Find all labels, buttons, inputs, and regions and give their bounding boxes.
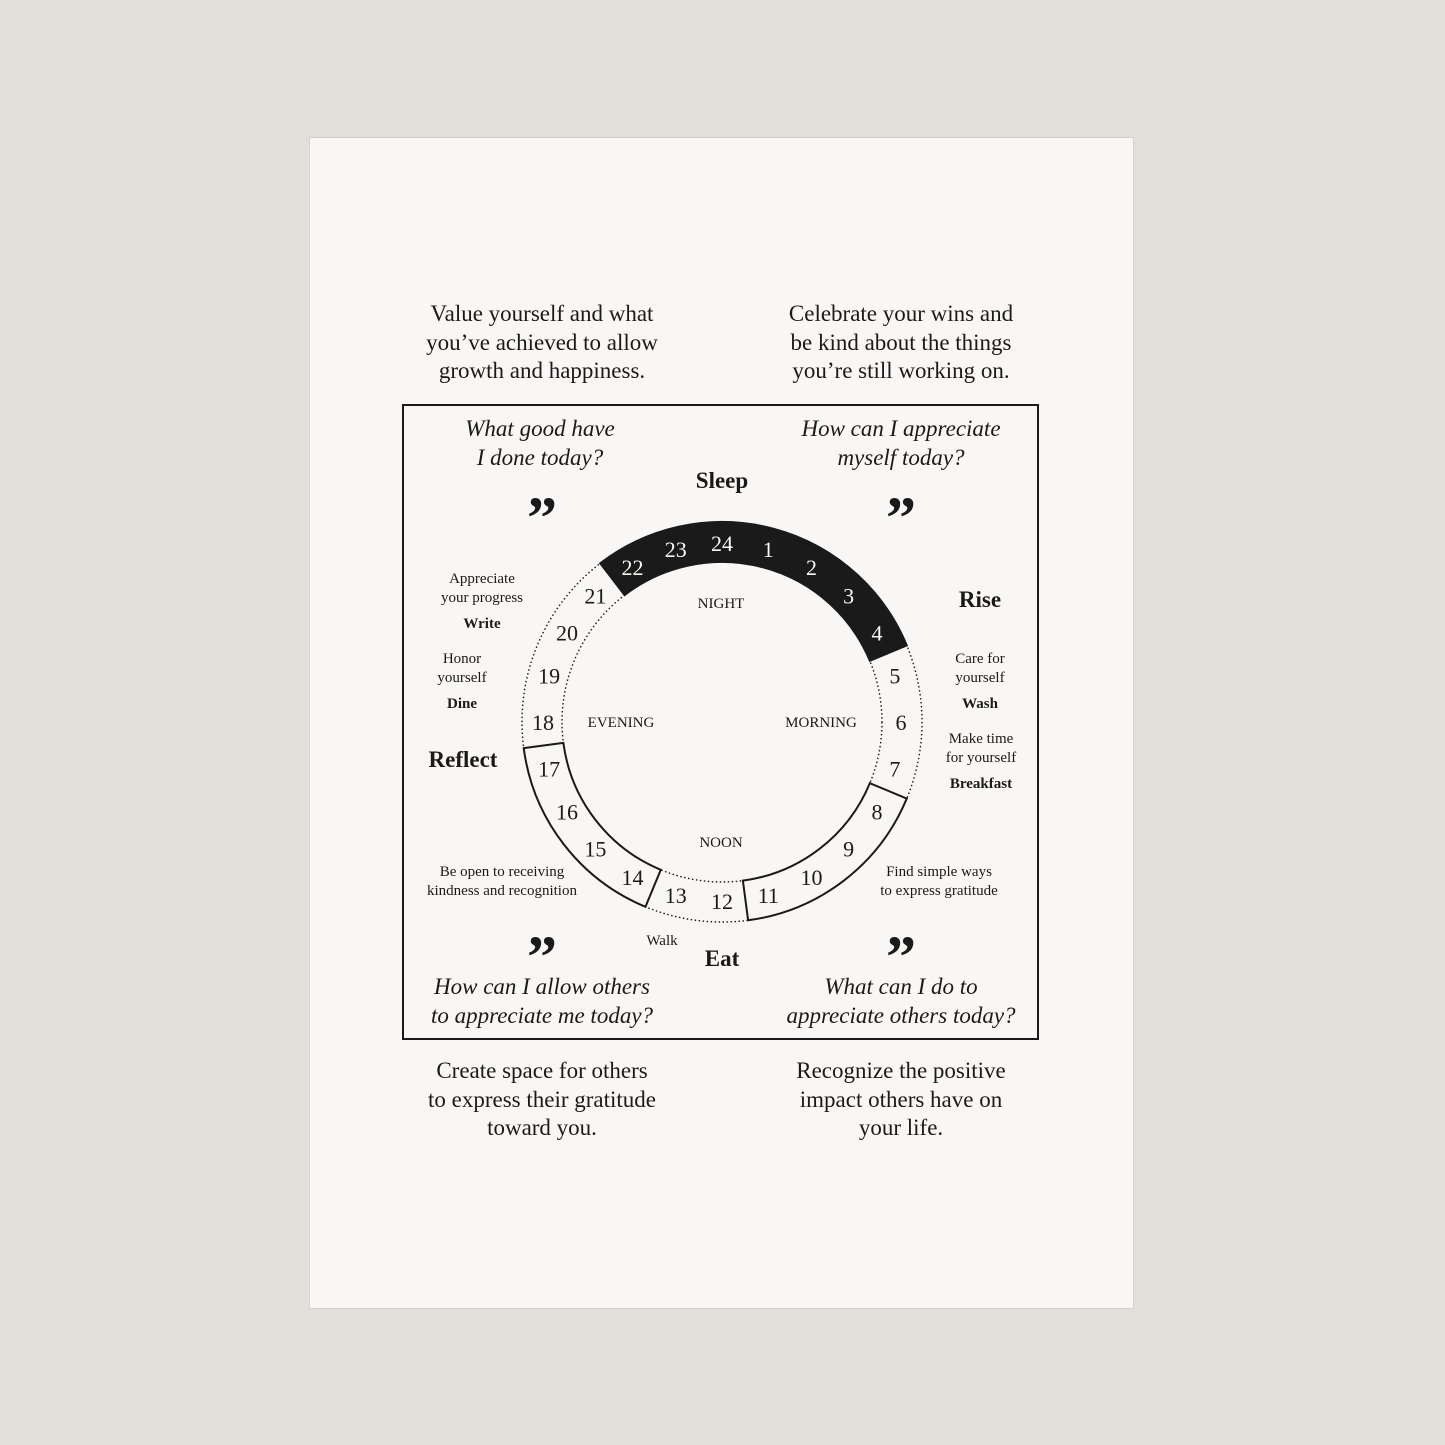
period-night: NIGHT (697, 596, 745, 612)
period-noon: NOON (699, 835, 743, 851)
hour-label-18: 18 (532, 710, 554, 735)
quote-mark-bottom-left: ” (527, 924, 557, 990)
hour-label-24: 24 (711, 531, 733, 556)
question-top-left: What good have I done today? (465, 416, 615, 470)
hour-label-12: 12 (711, 889, 733, 914)
activity-dine: Dine (447, 696, 477, 712)
quote-mark-bottom-right: ” (886, 924, 916, 990)
heading-sleep: Sleep (695, 468, 749, 493)
hour-label-22: 22 (621, 555, 644, 580)
quote-mark-top-right: ” (886, 485, 916, 551)
activity-wash: Wash (962, 696, 998, 712)
heading-reflect: Reflect (428, 747, 498, 772)
hour-label-1: 1 (762, 537, 774, 563)
hour-label-17: 17 (538, 756, 561, 782)
intro-bottom-right: Recognize the positive impact others have on your life. (796, 1058, 1006, 1140)
hour-label-13: 13 (664, 882, 687, 908)
question-top-right: How can I appreciate myself today? (801, 416, 1001, 470)
heading-eat: Eat (704, 946, 740, 971)
note-express-gratitude: Find simple ways to express gratitude (880, 864, 998, 899)
hour-label-20: 20 (556, 620, 578, 646)
night-band (600, 522, 907, 661)
hour-label-10: 10 (800, 865, 823, 890)
activity-write: Write (463, 616, 501, 632)
note-care-for-yourself: Care for yourself (955, 651, 1005, 686)
note-honor-yourself: Honor yourself (437, 651, 487, 686)
question-bottom-right: What can I do to appreciate others today? (786, 974, 1016, 1028)
hour-label-7: 7 (889, 756, 901, 782)
hour-label-5: 5 (889, 663, 901, 689)
hour-label-2: 2 (806, 555, 817, 580)
hour-label-11: 11 (757, 882, 779, 908)
heading-rise: Rise (958, 587, 1002, 612)
activity-breakfast: Breakfast (949, 776, 1013, 792)
hour-label-8: 8 (871, 799, 883, 825)
hour-label-14: 14 (621, 865, 644, 890)
hour-label-21: 21 (584, 583, 607, 609)
question-bottom-left: How can I allow others to appreciate me today? (430, 974, 654, 1028)
hour-label-3: 3 (843, 583, 855, 609)
note-receive-kindness: Be open to receiving kindness and recognition (427, 864, 577, 899)
hour-label-4: 4 (871, 620, 883, 646)
hour-label-23: 23 (664, 537, 687, 563)
intro-top-left: Value yourself and what you’ve achieved to allow growth and happiness. (426, 301, 658, 383)
hour-label-19: 19 (538, 663, 561, 689)
period-morning: MORNING (785, 715, 857, 731)
hour-label-6: 6 (895, 710, 907, 735)
activity-walk: Walk (646, 933, 678, 949)
note-appreciate-progress: Appreciate your progress (440, 571, 524, 606)
hour-label-16: 16 (556, 799, 578, 825)
period-evening: EVENING (587, 715, 655, 731)
note-make-time: Make time for yourself (945, 731, 1017, 766)
intro-bottom-left: Create space for others to express their gratitude toward you. (427, 1058, 656, 1140)
quote-mark-top-left: ” (527, 485, 557, 551)
hour-label-9: 9 (843, 836, 855, 862)
hour-label-15: 15 (584, 836, 607, 862)
intro-top-right: Celebrate your wins and be kind about the things you’re still working on. (788, 301, 1014, 383)
